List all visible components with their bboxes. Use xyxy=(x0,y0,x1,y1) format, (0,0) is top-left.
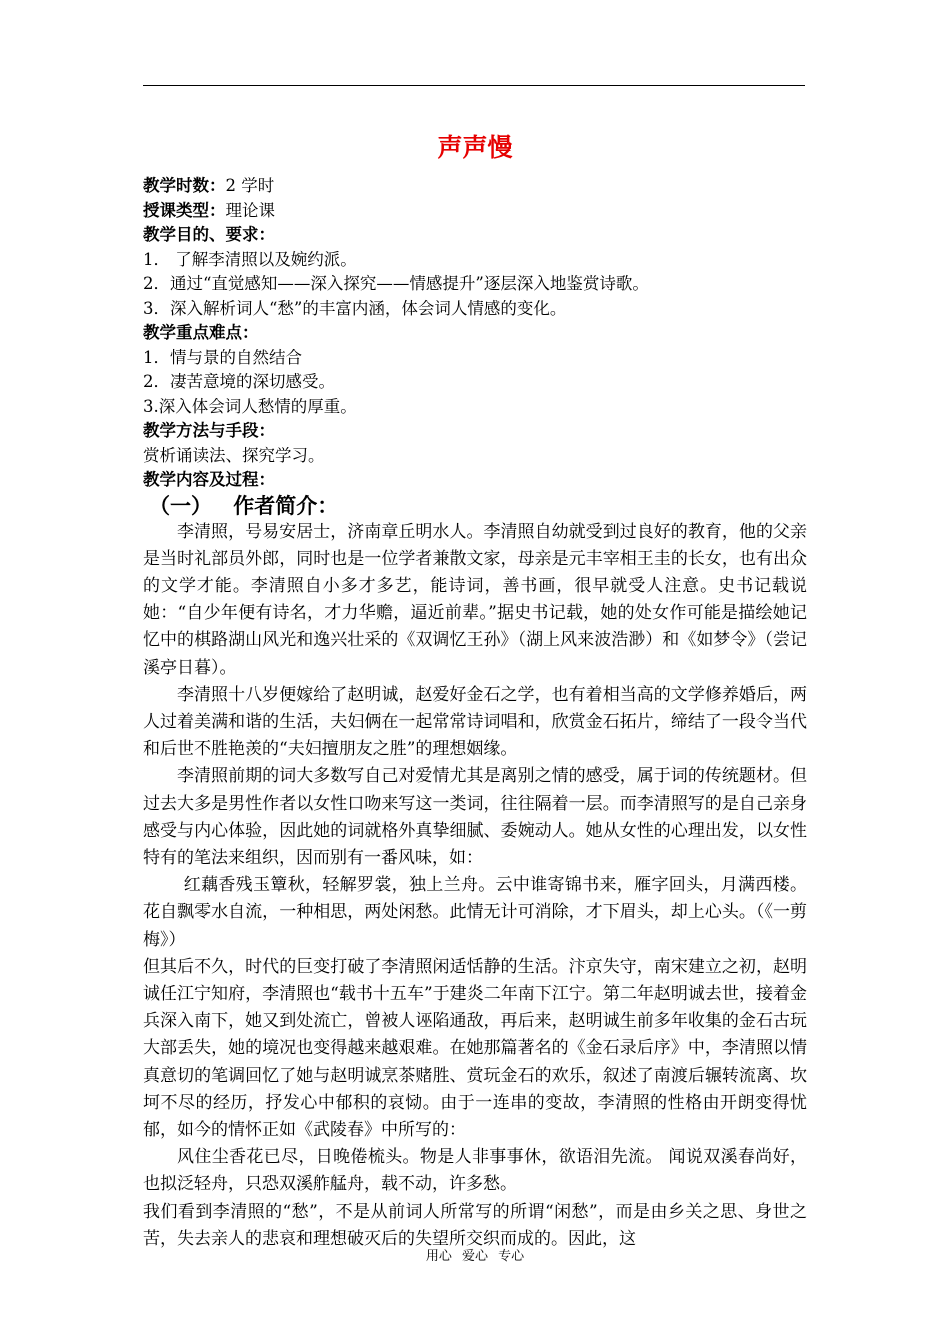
document-body xyxy=(143,128,807,1253)
page-footer: 用心 爱心 专心 xyxy=(425,1249,525,1264)
author-paragraph-1: 李清照，号易安居士，济南章丘明水人。李清照自幼就受到过良好的教育，他的父亲是当时礼部员外郎，同时也是一位学者兼散文家，母亲是元丰宰相王圭的长女，也有出众的文学才能。李清照自小多才多艺，能诗词，善书画，很早就受人注意。史书记载说她：“自少年便有诗名，才力华赡，逼近前辈。”据史书记载，她的处女作可能是描绘她记忆中的棋路湖山风光和逸兴壮采的《双调忆王孙》（湖上风来波浩渺）和《如梦令》（尝记溪亭日暮）。 xyxy=(143,521,807,678)
process-heading xyxy=(143,468,807,493)
author-paragraph-2: 李清照十八岁便嫁给了赵明诚，赵爱好金石之学，也有着相当高的文学修养婚后，两人过着美满和谐的生活，夫妇俩在一起常常诗词唱和，欣赏金石拓片，缔结了一段令当代和后世不胜艳羡的“夫妇擅朋友之胜”的理想姻缘。 xyxy=(143,684,807,760)
author-paragraph-5: 我们看到李清照的“愁”，不是从前词人所常写的所谓“闲愁”，而是由乡关之思、身世之苦，失去亲人的悲哀和理想破灭后的失望所交织而成的。因此，这 xyxy=(143,1201,807,1249)
poem-yijianmei: 红藕香残玉簟秋，轻解罗裳，独上兰舟。云中谁寄锦书来，雁字回头，月满西楼。 花自飘零水自流，一种相思，两处闲愁。此情无计可消除，才下眉头，却上心头。（《一剪梅》） xyxy=(143,875,807,950)
course-type-label: 授课类型： xyxy=(143,200,226,220)
poem-wulingchun: 风住尘香花已尽，日晚倦梳头。物是人非事事休，欲语泪先流。 闻说双溪春尚好，也拟泛轻舟，只恐双溪舴艋舟，载不动，许多愁。 xyxy=(143,1147,807,1195)
goal-item: 2．通过“直觉感知——深入探究——情感提升”逐层深入地鉴赏诗歌。 xyxy=(143,274,649,293)
course-type-value: 理论课 xyxy=(225,200,275,220)
goals-label: 教学目的、要求： xyxy=(143,225,275,244)
course-type xyxy=(143,199,807,224)
methods-heading xyxy=(143,419,807,444)
focus-heading xyxy=(143,321,807,346)
page-title: 声声慢 xyxy=(437,133,513,162)
section-heading-author: （一） 作者简介： xyxy=(149,493,339,518)
methods-label: 教学方法与手段： xyxy=(143,421,275,440)
teaching-hours-label: 教学时数： xyxy=(143,176,226,195)
focus-item: 3.深入体会词人愁情的厚重。 xyxy=(143,396,357,416)
teaching-hours xyxy=(143,174,807,199)
process-label: 教学内容及过程： xyxy=(143,470,275,489)
teaching-hours-value: 2 学时 xyxy=(225,176,275,195)
author-paragraph-4: 但其后不久，时代的巨变打破了李清照闲适恬静的生活。汴京失守，南宋建立之初，赵明诚任江宁知府，李清照也“载书十五车”于建炎二年南下江宁。第二年赵明诚去世，接着金兵深入南下，她又到处流亡，曾被人诬陷通敌，再后来，赵明诚生前多年收集的金石古玩大部丢失，她的境况也变得越来越艰难。在她那篇著名的《金石录后序》中，李清照以情真意切的笔调回忆了她与赵明诚烹茶赌胜、赏玩金石的欢乐，叙述了南渡后辗转流离、坎坷不尽的经历，抒发心中郁积的哀恸。由于一连串的变故，李清照的性格由开朗变得忧郁，如今的情怀正如《武陵春》中所写的： xyxy=(143,956,807,1140)
author-paragraph-3: 李清照前期的词大多数写自己对爱情尤其是离别之情的感受，属于词的传统题材。但过去大多是男性作者以女性口吻来写这一类词，往往隔着一层。而李清照写的是自己亲身感受与内心体验，因此她的词就格外真挚细腻、委婉动人。她从女性的心理出发，以女性特有的笔法来组织，因而别有一番风味，如： xyxy=(143,766,807,868)
goal-item: 1． 了解李清照以及婉约派。 xyxy=(143,249,357,269)
methods-value: 赏析诵读法、探究学习。 xyxy=(143,445,325,465)
goals-heading xyxy=(143,223,807,248)
focus-label: 教学重点难点： xyxy=(143,323,259,342)
goal-item: 3．深入解析词人“愁”的丰富内涵，体会词人情感的变化。 xyxy=(143,298,567,318)
header-rule xyxy=(143,85,805,86)
focus-item: 2．凄苦意境的深切感受。 xyxy=(143,372,335,391)
focus-item: 1．情与景的自然结合 xyxy=(143,347,302,367)
